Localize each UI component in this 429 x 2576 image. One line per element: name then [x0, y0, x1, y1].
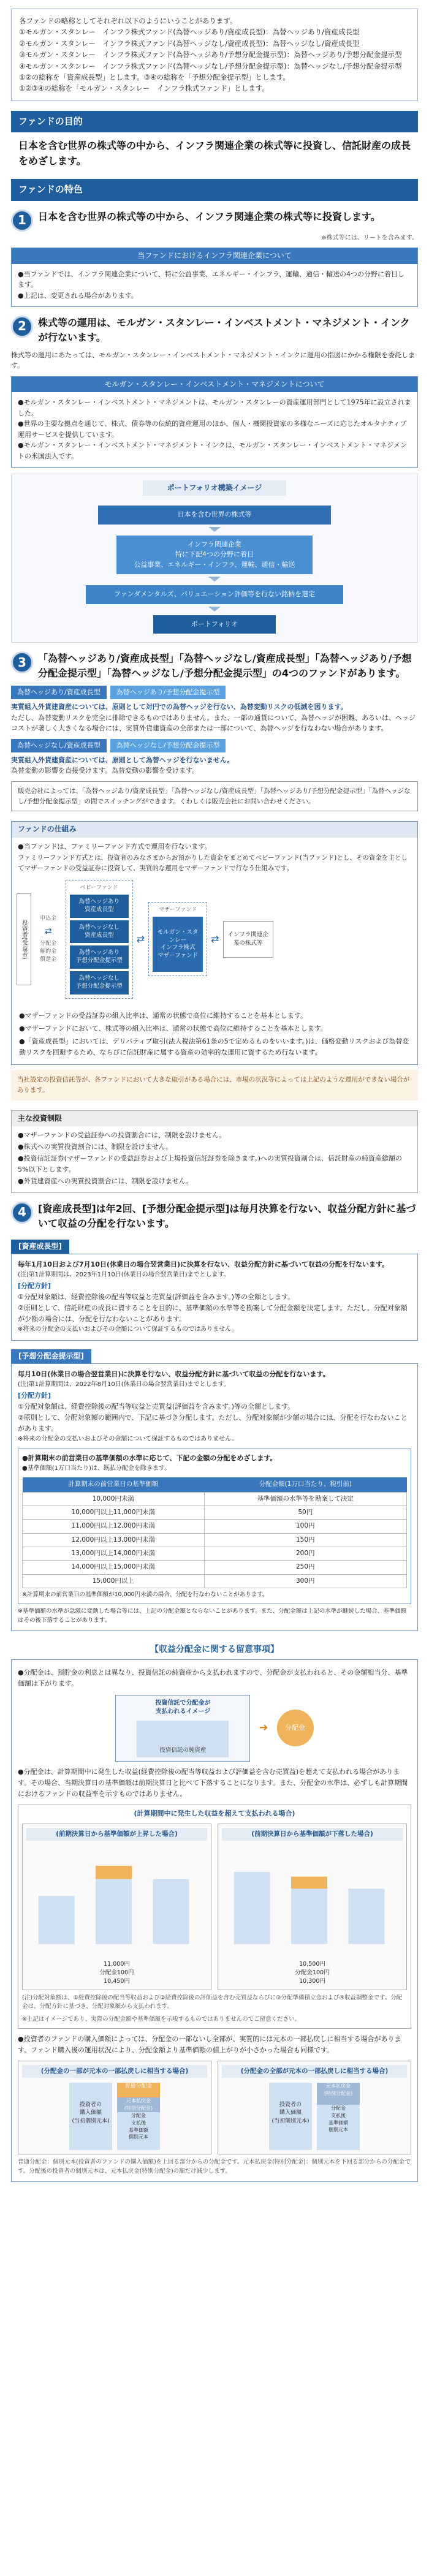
- limit-line: ●外貨建資産への実質投資割合には、制限を設けません。: [18, 1176, 193, 1185]
- hedged-detail: ただし、為替変動リスクを完全に排除できるものではありません。また、一部の通貨について、為替ヘッジが困難、あるいは、ヘッジコストが著しく大きくなる場合には、実質外貨建資産の全部または一部について、為替ヘッジを行なわない場合があります。: [11, 713, 416, 733]
- family-fund-diagram: [12, 874, 417, 1005]
- feature-title: 日本を含む世界の株式等の中から、インフラ関連企業の株式等に投資します。: [38, 210, 381, 222]
- flow-step: 日本を含む世界の株式等: [98, 506, 331, 525]
- fund-tag: 為替ヘッジあり/予想分配金提示型: [110, 686, 226, 699]
- distribution-type-tab: [予想分配金提示型]: [11, 1349, 91, 1363]
- purchase-price-block: 投資者の 購入価額 (当初個別元本): [269, 2083, 312, 2150]
- info-line: ●モルガン・スタンレー・インベストメント・マネジメントは、モルガン・スタンレーの資産運用部門として1975年に設立されました。: [18, 398, 411, 417]
- fall-case-chart: [222, 1841, 403, 1957]
- table-row: [23, 1561, 407, 1574]
- table-cell: 150円: [204, 1533, 406, 1547]
- hedged-description: [11, 702, 418, 734]
- info-line: ●モルガン・スタンレー・インベストメント・マネジメント・インクは、モルガン・スタンレー・インベストメント・マネジメントの米国法人です。: [18, 441, 407, 461]
- projected-disclaimer: ※将来の分配金の支払いおよびその金額について保証するものではありません。: [18, 1436, 238, 1443]
- table-row: [23, 1574, 407, 1588]
- distribution-segment: [96, 1866, 132, 1879]
- growth-lead: 毎年1月10日および7月10日(休業日の場合翌営業日)に決算を行ない、収益分配方針に基づいて収益の分配を行ないます。: [18, 1260, 389, 1268]
- projected-policy-heading: [分配方針]: [18, 1391, 51, 1400]
- value-readout: 11,000円: [104, 1961, 130, 1968]
- feature-number-badge: 1: [11, 210, 33, 232]
- value-readout: 10,500円: [299, 1961, 325, 1968]
- info-line: ●上記は、変更される場合があります。: [18, 291, 138, 300]
- value-readout: 10,300円: [299, 1978, 325, 1985]
- projected-distribution-box: [11, 1363, 418, 1631]
- case-title: (前期決算日から基準価額が上昇した場合): [26, 1828, 207, 1841]
- down-arrow-icon: [208, 607, 221, 612]
- table-cell: 100円: [204, 1520, 406, 1533]
- principal-return-columns: [18, 2061, 411, 2154]
- caution-bullet: ●分配金は、計算期間中に発生した収益(経費控除後の配当等収益および評価益を含む売買益)を超えて支払われる場合があります。その場合、当期決算日の基準価額は前期決算日と比べて下落することになります。また、分配金の水準は、必ずしも計算期間におけるファンドの収益率を示すものではありません。: [18, 1767, 408, 1798]
- table-cell: 11,000円以上12,000円未満: [23, 1520, 205, 1533]
- full-return-diagram: [218, 2061, 411, 2154]
- post-distribution-bar: [153, 1879, 189, 1944]
- intro-line: 各ファンドの略称としてそれぞれ以下のようにいうことがあります。: [19, 17, 237, 25]
- ordinary-distribution-block: 普通分配金: [117, 2083, 160, 2097]
- feature-number-badge: 4: [11, 1202, 33, 1224]
- portfolio-construction-diagram: [11, 474, 418, 643]
- before-bar: [234, 1872, 270, 1944]
- purchase-price-block: 投資者の 購入価額 (当初個別元本): [69, 2083, 112, 2150]
- flow-step: ファンダメンタルズ、バリュエーション評価等を行ない銘柄を選定: [86, 585, 343, 604]
- exchange-arrow-icon: ⇄: [136, 933, 145, 945]
- table-cell: 250円: [204, 1561, 406, 1574]
- fund-scheme-section: [11, 821, 418, 1065]
- flow-step: ポートフォリオ: [153, 615, 276, 634]
- investment-limits-section: [11, 1110, 418, 1193]
- before-bar: [39, 1896, 75, 1944]
- table-cell: 15,000円以上: [23, 1574, 205, 1588]
- hedged-tags: [11, 686, 418, 699]
- purpose-text: 日本を含む世界の株式等の中から、インフラ関連企業の株式等に投資し、信託財産の成長をめざします。: [18, 140, 411, 167]
- operation-caveat: 当社設定の投資信託等が、各ファンドにおいて大きな取引がある場合には、市場の状況等によっては上記のような運用ができない場合があります。: [11, 1070, 418, 1100]
- value-readout: 分配金100円: [295, 1969, 330, 1977]
- table-row: [23, 1533, 407, 1547]
- post-distribution-bar: [349, 1888, 385, 1944]
- example-note: (注)分配対象額は、①経費控除後の配当等収益および②経費控除後の評価益を含む売買益ならびに③分配準備積立金および④収益調整金です。分配金は、分配方針に基づき、分配対象額から支払われます。: [22, 1994, 403, 2010]
- down-arrow-icon: [208, 577, 221, 581]
- feature-4: [11, 1202, 418, 1231]
- intro-line: ③モルガン・スタンレー インフラ株式ファンド(為替ヘッジあり/予想分配金提示型)：為替ヘッジあり/予想分配金提示型: [19, 50, 402, 59]
- distribution-caution-box: [11, 1659, 418, 2182]
- principal-return-block: 元本払戻金 (特別分配金): [317, 2083, 360, 2105]
- payout-flow-label: 分配金 解約金 償還金: [40, 940, 57, 963]
- distribution-circle: 分配金: [277, 1710, 314, 1746]
- limit-line: ●マザーファンドの受益証券への投資割合には、制限を設けません。: [18, 1131, 226, 1140]
- feature-note: ※株式等には、リートを含みます。: [321, 234, 418, 241]
- distribution-segment: [291, 1877, 327, 1889]
- scheme-bullet: ●マザーファンドの受益証券の組入比率は、通常の状態で高位に維持することを基本とします。: [19, 1011, 307, 1020]
- growth-period-note: (注)第1計算期間は、2023年1月10日(休業日の場合翌営業日)までとします。: [18, 1271, 230, 1279]
- growth-type-tab: [資産成長型]: [11, 1240, 69, 1254]
- rise-case-diagram: [22, 1824, 211, 1990]
- fund-box: 為替ヘッジあり 資産成長型: [70, 895, 129, 918]
- limit-line: ●投資信託証券(マザーファンドの受益証券および上場投資信託証券を除きます。)への実質投資割合は、信託財産の純資産総額の5%以下とします。: [18, 1154, 403, 1174]
- right-arrow-icon: ⇄: [44, 926, 52, 936]
- feature-number-badge: 2: [11, 316, 33, 338]
- investment-target-box: インフラ関連企業の株式等: [223, 921, 273, 958]
- table-row: [23, 1492, 407, 1506]
- mother-fund-box: モルガン・スタンレー インフラ株式 マザーファンド: [153, 917, 203, 972]
- footnote: 普通分配金：個別元本(投資者のファンドの購入価額)を上回る部分からの分配金です。元本払戻金(特別分配金)：個別元本を下回る部分からの分配金です。分配後の投資者の個別元本は、元本払戻金(特別分配金)の額だけ減少します。: [18, 2159, 411, 2175]
- case-title: (分配金の全部が元本の一部払戻しに相当する場合): [222, 2065, 407, 2078]
- feature-3: [11, 651, 418, 681]
- manager-info-box: [11, 376, 418, 468]
- partial-return-diagram: [18, 2061, 211, 2154]
- fund-tag: 為替ヘッジなし/予想分配金提示型: [110, 739, 226, 752]
- exchange-arrow-icon: ⇄: [211, 933, 219, 945]
- fund-tag: 為替ヘッジあり/資産成長型: [11, 686, 107, 699]
- illustration-title: 投資信託で分配金が 支払われるイメージ: [155, 1699, 211, 1715]
- intro-line: ①②③④の総称を「モルガン・スタンレー インフラ株式ファンド」とします。: [19, 84, 269, 93]
- table-header: 計算期末の前営業日の基準価額: [23, 1477, 205, 1492]
- unhedged-detail: 為替変動の影響を直接受けます。為替変動の影響を受けます。: [11, 767, 199, 775]
- projected-tail-note: ※基準価額の水準が急激に変動した場合等には、上記の分配金額とならないことがあります。また、分配金額は上記の水準が継続した場合、基準価額はその後下落することがあります。: [18, 1607, 407, 1624]
- table-cell: 10,000円以上11,000円未満: [23, 1506, 205, 1520]
- subscription-flow-label: 申込金: [40, 915, 57, 922]
- feature-2: [11, 316, 418, 345]
- rise-case-chart: [26, 1841, 207, 1957]
- unhedged-tags: [11, 739, 418, 752]
- feature-paragraph: 株式等の運用にあたっては、モルガン・スタンレー・インベストメント・マネジメント・インクに運用の指図にかかる権限を委託します。: [11, 350, 416, 370]
- example-note: ※上記はイメージであり、実際の分配金額や基準価額を示唆するものではありませんのでご留意ください。: [22, 2016, 301, 2023]
- excess-distribution-box: [18, 1805, 411, 2029]
- fund-assets-illustration: [115, 1695, 250, 1762]
- table-header: 分配金額(1万口当たり、税引前): [204, 1477, 406, 1492]
- post-distribution-block: 分配金 支払後 基準価額 個別元本: [117, 2112, 160, 2150]
- distribution-image-diagram: [18, 1695, 411, 1762]
- growth-policy-line: ②原則として、信託財産の成長に資することを目的に、基準価額の水準等を勘案して分配金額を決定します。ただし、分配対象額が少額の場合には、分配を行なわないことがあります。: [18, 1303, 408, 1324]
- caution-bullet: ●投資者のファンドの購入価額によっては、分配金の一部ないし全部が、実質的には元本の一部払戻しに相当する場合があります。ファンド購入後の運用状況により、分配金額より基準価額の値上がりが小さかった場合も同様です。: [18, 2034, 401, 2055]
- feature-title: [資産成長型]は年2回、[予想分配金提示型]は毎月決算を行ない、収益分配方針に基づいて収益の分配を行ないます。: [38, 1202, 416, 1229]
- scheme-description: ファミリーファンド方式とは、投資者のみなさまからお預かりした資金をまとめてベビーファンド(当ファンド)とし、その資金を主としてマザーファンドの受益証券に投資して、実質的な運用をマザーファンドで行なう仕組みです。: [18, 854, 408, 873]
- table-cell: 12,000円以上13,000円未満: [23, 1533, 205, 1547]
- scheme-bullet: ●「資産成長型」においては、デリバティブ取引(法人税法第61条の5で定めるものをいいます。)は、価格変動リスクおよび為替変動リスクを回避するため、ならびに信託財産に属する資産の効率的な運用に資するため行ないます。: [19, 1037, 409, 1057]
- example-columns: [22, 1824, 407, 1990]
- section-header: 主な投資制限: [12, 1111, 417, 1126]
- intro-line: ④モルガン・スタンレー インフラ株式ファンド(為替ヘッジなし/予想分配金提示型)：為替ヘッジなし/予想分配金提示型: [19, 61, 402, 70]
- projected-lead: 毎月10日(休業日の場合翌営業日)に決算を行ない、収益分配方針に基づいて収益の分配を行ないます。: [18, 1370, 330, 1379]
- intro-line: ①モルガン・スタンレー インフラ株式ファンド(為替ヘッジあり/資産成長型)：為替ヘッジあり/資産成長型: [19, 28, 360, 37]
- limit-line: ●株式への実質投資割合には、制限を設けません。: [18, 1142, 173, 1151]
- growth-disclaimer: ※将来の分配金の支払いおよびその金額について保証するものではありません。: [18, 1326, 238, 1333]
- mother-fund-label: マザーファンド: [158, 907, 197, 914]
- intro-line: ②モルガン・スタンレー インフラ株式ファンド(為替ヘッジなし/資産成長型)：為替ヘッジなし/資産成長型: [19, 39, 360, 48]
- switching-note: 販売会社によっては、「為替ヘッジあり/資産成長型」「為替ヘッジなし/資産成長型」「為替ヘッジあり/予想分配金提示型」「為替ヘッジなし/予想分配金提示型」の間でスイッチングができます。くわしくは販売会社にお問い合わせください。: [11, 781, 418, 812]
- table-cell: 14,000円以上15,000円未満: [23, 1561, 205, 1574]
- net-assets-block: [137, 1721, 229, 1757]
- table-row: [23, 1506, 407, 1520]
- principal-return-block: 元本払戻金 (特別分配金): [117, 2097, 160, 2112]
- investor-box: 投資者(受益者): [17, 893, 31, 985]
- features-header: ファンドの特色: [11, 179, 418, 201]
- case-title: (前期決算日から基準価額が下落した場合): [222, 1828, 403, 1841]
- rule-line: ●計算期末の前営業日の基準価額の水準に応じて、下記の金額の分配をめざします。: [22, 1453, 277, 1462]
- diagram-title: ポートフォリオ構築イメージ: [143, 480, 287, 496]
- table-header-row: [23, 1477, 407, 1492]
- feature-title: 「為替ヘッジあり/資産成長型」「為替ヘッジなし/資産成長型」「為替ヘッジあり/予想分配金提示型」「為替ヘッジなし/予想分配金提示型」の4つのファンドがあります。: [38, 653, 412, 680]
- intro-line: ①②の総称を「資産成長型」とします。③④の総称を「予想分配金提示型」とします。: [19, 72, 290, 81]
- section-header: ファンドの仕組み: [12, 822, 417, 837]
- fund-abbreviation-box: [11, 9, 418, 101]
- table-cell: 200円: [204, 1547, 406, 1560]
- info-box-header: 当ファンドにおけるインフラ関連企業について: [12, 248, 417, 263]
- infra-companies-box: [11, 248, 418, 306]
- value-readout: 分配金100円: [99, 1969, 134, 1977]
- info-line: ●当ファンドでは、インフラ関連企業について、特に公益事業、エネルギー・インフラ、運輸、通信・輸送の4つの分野に着目します。: [18, 270, 405, 289]
- fund-box: 為替ヘッジなし 予想分配金提示型: [70, 971, 129, 994]
- feature-title: 株式等の運用は、モルガン・スタンレー・インベストメント・マネジメント・インクが行ないます。: [38, 316, 410, 343]
- rule-line: ●基準価額(1万口当たり)は、既払分配金を除きます。: [22, 1464, 171, 1472]
- table-cell: 10,000円未満: [23, 1492, 205, 1506]
- feature-1: [11, 210, 418, 232]
- hedged-lead: 実質組入外貨建資産については、原則として対円での為替ヘッジを行ない、為替変動リスクの低減を図ります。: [11, 702, 347, 711]
- fund-box: 為替ヘッジなし 資産成長型: [70, 920, 129, 944]
- net-assets-label: 投資信託の純資産: [159, 1746, 207, 1754]
- distribution-caution-title: 【収益分配金に関する留意事項】: [150, 1644, 279, 1654]
- growth-policy-heading: [分配方針]: [18, 1281, 51, 1290]
- growth-policy-line: ①分配対象額は、経費控除後の配当等収益と売買益(評価益を含みます。)等の全額とします。: [18, 1292, 295, 1301]
- purpose-header: ファンドの目的: [11, 111, 418, 133]
- distribution-table: [22, 1477, 407, 1588]
- table-cell: 基準価額の水準等を勘案して決定: [204, 1492, 406, 1506]
- growth-distribution-box: [11, 1254, 418, 1341]
- caution-bullet: ●分配金は、預貯金の利息とは異なり、投資信託の純資産から支払われますので、分配金が支払われると、その金額相当分、基準価額は下がります。: [18, 1669, 408, 1688]
- unhedged-lead: 実質組入外貨建資産については、原則として為替ヘッジを行ないません。: [11, 756, 234, 764]
- table-row: [23, 1520, 407, 1533]
- scheme-bullet: ●マザーファンドにおいて、株式等の組入比率は、通常の状態で高位に維持することを基本とします。: [19, 1024, 327, 1032]
- projected-period-note: (注)第1計算期間は、2022年8月10日(休業日の場合翌営業日)までとします。: [18, 1381, 230, 1388]
- projected-policy-line: ①分配対象額は、経費控除後の配当等収益と売買益(評価益を含みます。)等の全額とします。: [18, 1402, 295, 1411]
- case-title: (分配金の一部が元本の一部払戻しに相当する場合): [22, 2065, 207, 2078]
- info-line: ●世界の主要な拠点を通じて、株式、債券等の伝統的資産運用のほか、個人・機関投資家の多様なニーズに応じたオルタナティブ運用サービスを提供しています。: [18, 420, 407, 439]
- scheme-intro: ●当ファンドは、ファミリーファンド方式で運用を行ないます。: [18, 842, 211, 850]
- fund-tag: 為替ヘッジなし/資産成長型: [11, 739, 107, 752]
- fall-case-diagram: [218, 1824, 407, 1990]
- feature-number-badge: 3: [11, 651, 33, 673]
- post-distribution-block: 分配金 支払後 基準価額 個別元本: [317, 2105, 360, 2150]
- example-box-title: (計算期間中に発生した収益を超えて支払われる場合): [134, 1809, 295, 1817]
- info-box-header: モルガン・スタンレー・インベストメント・マネジメントについて: [12, 377, 417, 392]
- fund-box: 為替ヘッジあり 予想分配金提示型: [70, 945, 129, 969]
- down-arrow-icon: [208, 527, 221, 532]
- table-cell: 300円: [204, 1574, 406, 1588]
- table-cell: 50円: [204, 1506, 406, 1520]
- right-arrow-icon: ➜: [259, 1721, 268, 1734]
- baby-fund-label: ベビーファンド: [80, 885, 118, 892]
- value-readout: 10,450円: [104, 1978, 130, 1985]
- table-row: [23, 1547, 407, 1560]
- table-note: ※計算期末の前営業日の基準価額が10,000円未満の場合、分配を行なわないことがあります。: [22, 1591, 268, 1598]
- distribution-rule-box: [18, 1449, 411, 1604]
- projected-policy-line: ②原則として、分配対象額の範囲内で、下記に基づき分配します。ただし、分配対象額が少額の場合には、分配を行なわないことがあります。: [18, 1413, 408, 1433]
- unhedged-description: [11, 755, 418, 776]
- table-cell: 13,000円以上14,000円未満: [23, 1547, 205, 1560]
- flow-step: インフラ関連企業 特に下記4つの分野に着目 公益事業、エネルギー・インフラ、運輸、通信・輸送: [116, 536, 313, 575]
